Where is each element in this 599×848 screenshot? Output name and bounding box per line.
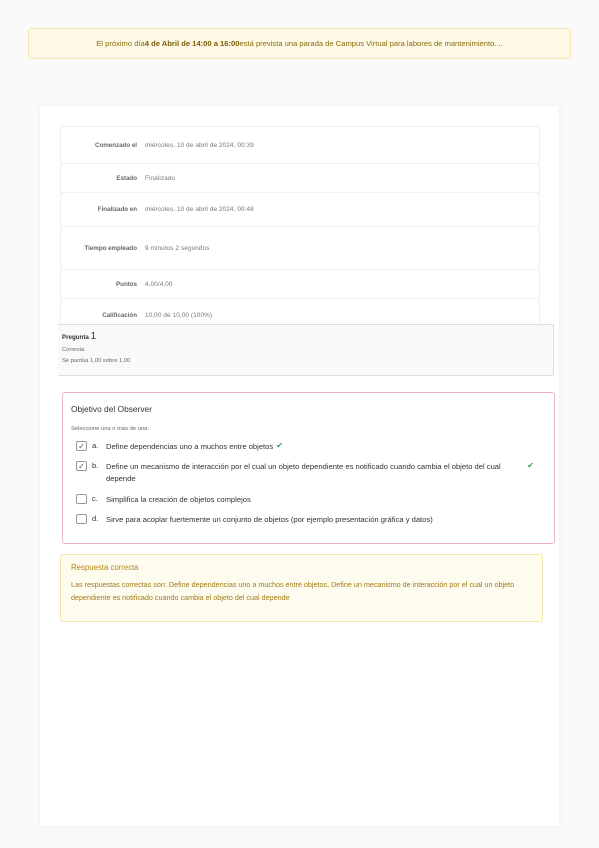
- question-text: Objetivo del Observer: [71, 404, 152, 414]
- answer-checkbox[interactable]: ✓: [76, 461, 87, 471]
- maintenance-banner: [28, 28, 571, 59]
- answer-option-a: [76, 441, 283, 453]
- question-content: [62, 392, 555, 544]
- correct-check-icon: ✔: [527, 461, 534, 470]
- summary-label: Puntos: [116, 280, 137, 288]
- answer-option-c: [76, 494, 251, 506]
- question-instruction: Seleccione una o más de una:: [71, 426, 149, 432]
- banner-date: 4 de Abril de 14:00 a 16:00: [144, 39, 240, 48]
- answer-checkbox[interactable]: [76, 494, 87, 504]
- banner-prefix: El próximo día: [96, 39, 145, 48]
- summary-value: Finalizado: [145, 174, 176, 182]
- question-info-panel: [58, 324, 554, 376]
- summary-label: Tiempo empleado: [84, 244, 137, 252]
- summary-value: miércoles, 10 de abril de 2024, 00:39: [145, 141, 254, 149]
- summary-label: Calificación: [102, 312, 137, 319]
- feedback-body: Las respuestas correctas son: Define dependencias uno a muchos entre objetos, Define un mecanismo de interacción por el cual un objeto dependiente es notificado cuando cambia el objeto del cual depende: [71, 580, 515, 602]
- option-text: Simplifica la creación de objetos complejos: [106, 495, 251, 504]
- summary-label: Estado: [116, 174, 137, 182]
- answer-option-b: [76, 461, 546, 485]
- banner-suffix: está prevista una parada de Campus Virtual para labores de mantenimiento....: [239, 39, 503, 48]
- feedback-title: Respuesta correcta: [71, 563, 139, 572]
- answer-checkbox[interactable]: ✓: [76, 441, 87, 451]
- summary-row-finished: [61, 193, 539, 227]
- question-number: [62, 331, 549, 342]
- answer-option-d: [76, 514, 433, 526]
- option-letter: a.: [92, 441, 99, 450]
- feedback-panel: [60, 554, 543, 622]
- question-status: Correcta: [62, 347, 85, 353]
- summary-value: miércoles, 10 de abril de 2024, 00:48: [145, 206, 254, 213]
- option-text: Define dependencias uno a muchos entre objetos: [106, 442, 274, 451]
- summary-row-time: [61, 227, 539, 270]
- option-letter: c.: [92, 494, 98, 503]
- summary-row-started: [61, 127, 539, 164]
- summary-value: 9 minutos 2 segundos: [145, 244, 210, 252]
- question-number-value: 1: [90, 331, 97, 342]
- summary-label: Finalizado en: [97, 206, 137, 213]
- summary-row-state: [61, 164, 539, 193]
- summary-value: 10,00 de 10,00 (100%): [145, 312, 213, 319]
- summary-label: Comenzado el: [95, 141, 137, 149]
- option-text: Sirve para acoplar fuertemente un conjunto de objetos (por ejemplo presentación gráfica y datos): [106, 515, 433, 524]
- attempt-summary-table: [60, 126, 540, 333]
- option-letter: b.: [92, 461, 99, 470]
- answer-checkbox[interactable]: [76, 514, 87, 524]
- summary-row-points: [61, 270, 539, 299]
- correct-check-icon: ✔: [276, 441, 283, 450]
- option-text: Define un mecanismo de interacción por el cual un objeto dependiente es notificado cuando cambia el objeto del cual depende: [106, 462, 501, 483]
- option-letter: d.: [92, 514, 99, 523]
- question-score: Se puntúa 1,00 sobre 1,00: [62, 358, 131, 364]
- summary-value: 4,00/4,00: [145, 280, 173, 288]
- quiz-review-page: [40, 106, 559, 826]
- question-label: Pregunta: [62, 334, 89, 341]
